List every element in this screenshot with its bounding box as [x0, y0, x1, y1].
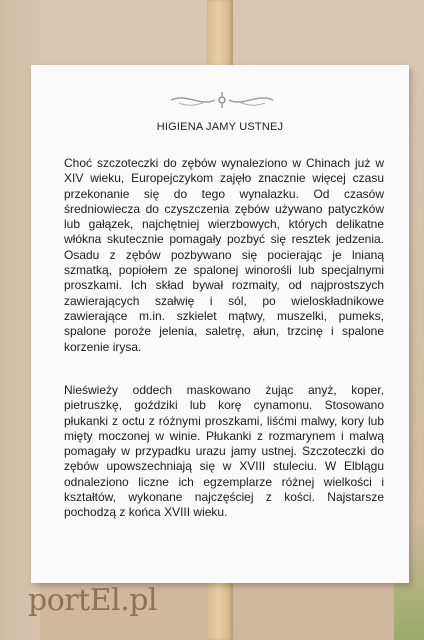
sign-paragraph-1: Choć szczoteczki do zębów wynaleziono w Chinach już w XIV wieku, Europejczykom zajęło znacznie więcej czasu przekonanie się do tego wynalazku. Od czasów średniowiecza do czyszczenia zębów używano patyczków lub gałązek, najchętniej wierzbowych, których delikatne włókna skutecznie pomagały pozbyć się resztek jedzenia. Osadu z zębów pozbywano się pocierając je lnianą szmatką, popiołem ze spalonej winorośli lub specjalnymi proszkami. Ich skład bywał rozmaity, od najprostszych zawierających szałwię i sól, po wieloskładnikowe zawierające m.in. szkielet mątwy, muszelki, pumeks, spalone poroże jelenia, saletrę, ałun, trzcinę i spalone korzenie irysa.	[64, 156, 384, 354]
portel-watermark: portEl.pl	[28, 583, 157, 618]
information-sign	[31, 65, 409, 583]
sign-paragraph-2: Nieświeży oddech maskowano żując anyż, koper, pietruszkę, goździki lub korę cynamonu. Stosowano płukanki z octu z różnymi proszkami, liśćmi malwy, kory lub mięty moczonej w winie. Płukanki z rozmarynem i malwą pomagały w przypadku urazu jamy ustnej. Szczoteczki do zębów upowszechniają się w XVIII stuleciu. W Elblągu odnaleziono liczne ich egzemplarze różnej wielkości i kształtów, wykonane najczęściej z kości. Najstarsze pochodzą z końca XVIII wieku.	[64, 383, 384, 520]
flourish-ornament-icon	[169, 91, 275, 109]
sign-title: HIGIENA JAMY USTNEJ	[156, 121, 284, 133]
